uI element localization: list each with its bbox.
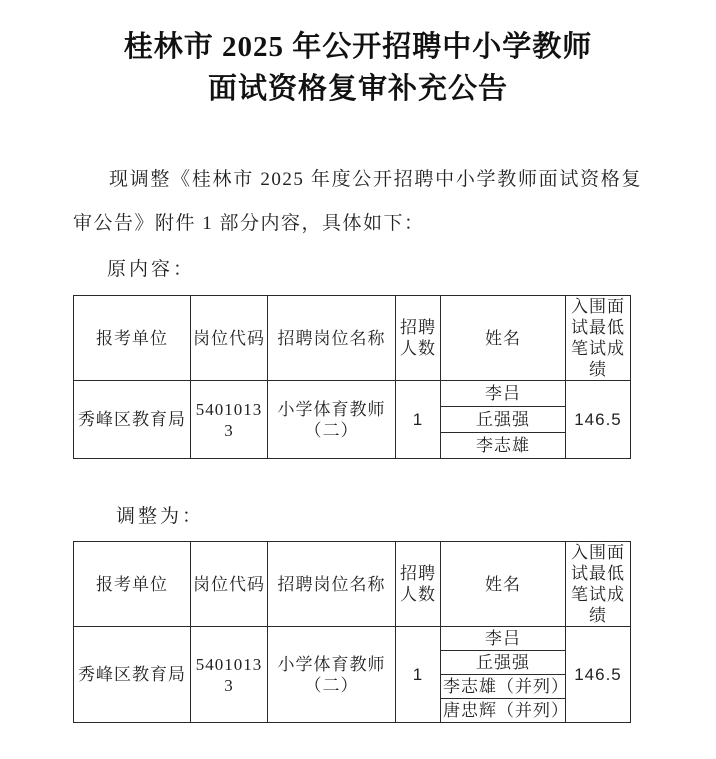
- position-name-cell: 小学体育教师（二）: [268, 627, 396, 723]
- unit-cell: 秀峰区教育局: [74, 627, 191, 723]
- document-title: [0, 26, 716, 110]
- header-score: 入围面试最低笔试成绩: [566, 296, 631, 381]
- adjusted-content-label: 调整为：: [116, 506, 205, 527]
- min-score-cell: 146.5: [566, 381, 631, 459]
- document-title-line1: 桂林市 2025 年公开招聘中小学教师: [123, 31, 593, 63]
- candidate-name-cell: 丘强强: [441, 651, 566, 675]
- header-unit: 报考单位: [74, 296, 191, 381]
- position-code-cell: 54010133: [191, 381, 268, 459]
- intro-paragraph: 现调整《桂林市 2025 年度公开招聘中小学教师面试资格复审公告》附件 1 部分内容，具体如下：: [73, 169, 642, 234]
- document-page: [0, 26, 716, 723]
- candidate-name-cell: 李吕: [441, 627, 566, 651]
- candidate-name-cell: 李志雄（并列）: [441, 675, 566, 699]
- original-content-label: 原内容：: [107, 259, 196, 280]
- header-score: 入围面试最低笔试成绩: [566, 542, 631, 627]
- header-count: 招聘人数: [396, 296, 441, 381]
- header-code: 岗位代码: [191, 542, 268, 627]
- position-name-cell: 小学体育教师（二）: [268, 381, 396, 459]
- original-content-table: [73, 295, 631, 459]
- document-title-line2: 面试资格复审补充公告: [207, 73, 508, 105]
- table-header-row: [74, 542, 631, 627]
- candidate-name-cell: 李志雄: [441, 433, 566, 459]
- candidate-name-cell: 李吕: [441, 381, 566, 407]
- table-header-row: [74, 296, 631, 381]
- unit-cell: 秀峰区教育局: [74, 381, 191, 459]
- header-name: 姓名: [441, 542, 566, 627]
- recruit-count-cell: 1: [396, 627, 441, 723]
- header-count: 招聘人数: [396, 542, 441, 627]
- table-row: [74, 627, 631, 651]
- position-code-cell: 54010133: [191, 627, 268, 723]
- candidate-name-cell: 丘强强: [441, 407, 566, 433]
- adjusted-content-table: [73, 541, 631, 723]
- header-name: 姓名: [441, 296, 566, 381]
- min-score-cell: 146.5: [566, 627, 631, 723]
- header-code: 岗位代码: [191, 296, 268, 381]
- header-post: 招聘岗位名称: [268, 542, 396, 627]
- table-row: [74, 381, 631, 407]
- header-unit: 报考单位: [74, 542, 191, 627]
- candidate-name-cell: 唐忠辉（并列）: [441, 699, 566, 723]
- header-post: 招聘岗位名称: [268, 296, 396, 381]
- recruit-count-cell: 1: [396, 381, 441, 459]
